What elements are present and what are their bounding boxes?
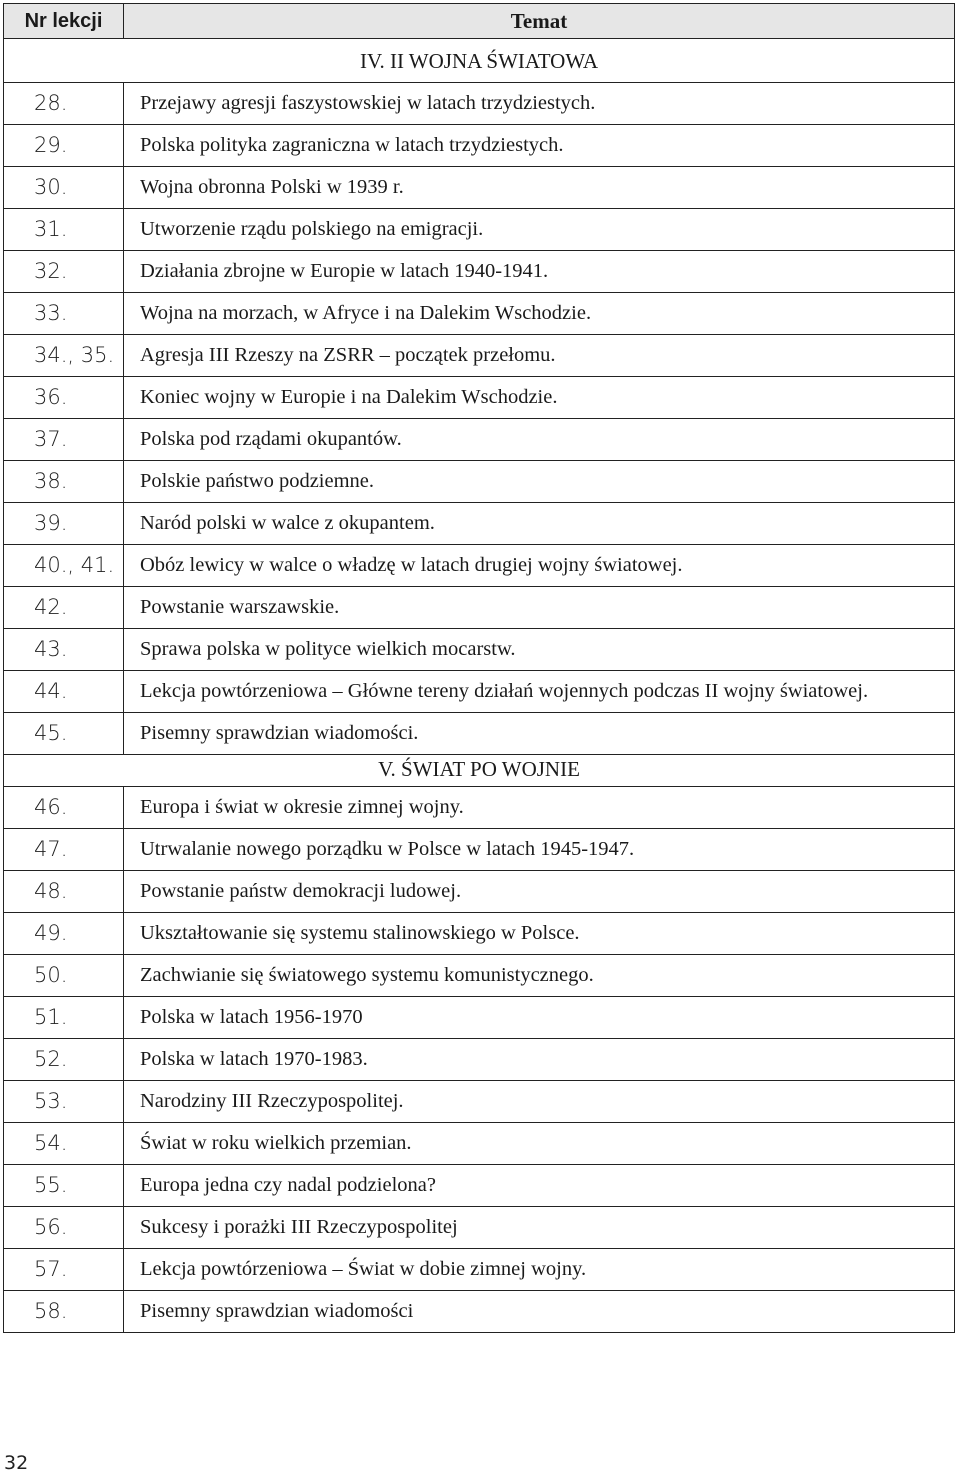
section-title: IV. II WOJNA ŚWIATOWA xyxy=(3,39,955,83)
lesson-topic: Ukształtowanie się systemu stalinowskiego w Polsce. xyxy=(140,922,580,944)
lesson-topic: Koniec wojny w Europie i na Dalekim Wschodzie. xyxy=(140,386,558,408)
table-row xyxy=(3,1123,955,1165)
lesson-number: 50. xyxy=(4,955,124,996)
lesson-topic: Europa jedna czy nadal podzielona? xyxy=(140,1174,436,1196)
lesson-topic: Utrwalanie nowego porządku w Polsce w latach 1945-1947. xyxy=(140,838,635,860)
lesson-topic: Narodziny III Rzeczypospolitej. xyxy=(140,1090,404,1112)
lesson-topic: Pisemny sprawdzian wiadomości. xyxy=(140,722,419,744)
lesson-topic: Wojna na morzach, w Afryce i na Dalekim Wschodzie. xyxy=(140,302,592,324)
lesson-number: 49. xyxy=(4,913,124,954)
lesson-number: 34., 35. xyxy=(4,335,124,376)
lesson-number: 47. xyxy=(4,829,124,870)
table-row xyxy=(3,335,955,377)
table-row xyxy=(3,997,955,1039)
table-row xyxy=(3,461,955,503)
table-row xyxy=(3,671,955,713)
lesson-number: 43. xyxy=(4,629,124,670)
lesson-number: 56. xyxy=(4,1207,124,1248)
lesson-topic: Sukcesy i porażki III Rzeczypospolitej xyxy=(140,1216,458,1238)
table-row xyxy=(3,419,955,461)
table-row xyxy=(3,787,955,829)
lesson-number: 53. xyxy=(4,1081,124,1122)
table-row xyxy=(3,1039,955,1081)
lesson-topic: Polskie państwo podziemne. xyxy=(140,470,375,492)
lesson-number: 39. xyxy=(4,503,124,544)
lesson-number: 54. xyxy=(4,1123,124,1164)
lesson-number: 51. xyxy=(4,997,124,1038)
lesson-topic: Powstanie warszawskie. xyxy=(140,596,340,618)
header-topic: Temat xyxy=(510,8,568,33)
table-row xyxy=(3,503,955,545)
table-row xyxy=(3,545,955,587)
lesson-topic: Polska w latach 1956-1970 xyxy=(140,1006,363,1028)
lesson-number: 38. xyxy=(4,461,124,502)
section-rows xyxy=(3,83,955,755)
lesson-topic: Świat w roku wielkich przemian. xyxy=(140,1132,412,1154)
table-row xyxy=(3,293,955,335)
lesson-topic: Obóz lewicy w walce o władzę w latach drugiej wojny światowej. xyxy=(140,554,683,576)
lesson-number: 40., 41. xyxy=(4,545,124,586)
lesson-number: 45. xyxy=(4,713,124,754)
table-row xyxy=(3,167,955,209)
table-row xyxy=(3,209,955,251)
lesson-topic: Sprawa polska w polityce wielkich mocarstw. xyxy=(140,638,516,660)
lesson-number: 42. xyxy=(4,587,124,628)
lesson-table xyxy=(3,3,955,1333)
lesson-number: 52. xyxy=(4,1039,124,1080)
table-row xyxy=(3,377,955,419)
table-row xyxy=(3,587,955,629)
table-row xyxy=(3,913,955,955)
table-row xyxy=(3,83,955,125)
lesson-number: 57. xyxy=(4,1249,124,1290)
lesson-number: 30. xyxy=(4,167,124,208)
lesson-number: 28. xyxy=(4,83,124,124)
section-rows xyxy=(3,787,955,1333)
header-lesson-number: Nr lekcji xyxy=(4,4,124,38)
lesson-number: 48. xyxy=(4,871,124,912)
lesson-topic: Polska polityka zagraniczna w latach trzydziestych. xyxy=(140,134,564,156)
table-row xyxy=(3,871,955,913)
lesson-topic: Polska pod rządami okupantów. xyxy=(140,428,402,450)
lesson-topic: Działania zbrojne w Europie w latach 1940-1941. xyxy=(140,260,549,282)
table-row xyxy=(3,1207,955,1249)
table-row xyxy=(3,955,955,997)
lesson-number: 31. xyxy=(4,209,124,250)
table-row xyxy=(3,1081,955,1123)
table-row xyxy=(3,125,955,167)
lesson-number: 46. xyxy=(4,787,124,828)
table-row xyxy=(3,1249,955,1291)
page-number: 32 xyxy=(4,1452,29,1474)
lesson-topic: Agresja III Rzeszy na ZSRR – początek przełomu. xyxy=(140,344,556,366)
lesson-topic: Przejawy agresji faszystowskiej w latach trzydziestych. xyxy=(140,92,596,114)
lesson-topic: Pisemny sprawdzian wiadomości xyxy=(140,1300,414,1322)
section-title: V. ŚWIAT PO WOJNIE xyxy=(3,755,955,787)
lesson-number: 32. xyxy=(4,251,124,292)
table-row xyxy=(3,829,955,871)
lesson-topic: Utworzenie rządu polskiego na emigracji. xyxy=(140,218,484,240)
lesson-number: 58. xyxy=(4,1291,124,1332)
lesson-number: 33. xyxy=(4,293,124,334)
table-header xyxy=(3,3,955,39)
table-row xyxy=(3,713,955,755)
lesson-number: 36. xyxy=(4,377,124,418)
lesson-topic: Wojna obronna Polski w 1939 r. xyxy=(140,176,404,198)
lesson-topic: Lekcja powtórzeniowa – Główne tereny działań wojennych podczas II wojny światowej. xyxy=(140,680,869,702)
lesson-number: 55. xyxy=(4,1165,124,1206)
table-row xyxy=(3,251,955,293)
lesson-topic: Polska w latach 1970-1983. xyxy=(140,1048,368,1070)
lesson-number: 44. xyxy=(4,671,124,712)
table-row xyxy=(3,1291,955,1333)
lesson-topic: Naród polski w walce z okupantem. xyxy=(140,512,435,534)
lesson-topic: Zachwianie się światowego systemu komunistycznego. xyxy=(140,964,594,986)
lesson-topic: Europa i świat w okresie zimnej wojny. xyxy=(140,796,464,818)
lesson-topic: Powstanie państw demokracji ludowej. xyxy=(140,880,462,902)
lesson-topic: Lekcja powtórzeniowa – Świat w dobie zimnej wojny. xyxy=(140,1258,587,1280)
lesson-number: 29. xyxy=(4,125,124,166)
table-row xyxy=(3,629,955,671)
table-row xyxy=(3,1165,955,1207)
lesson-number: 37. xyxy=(4,419,124,460)
